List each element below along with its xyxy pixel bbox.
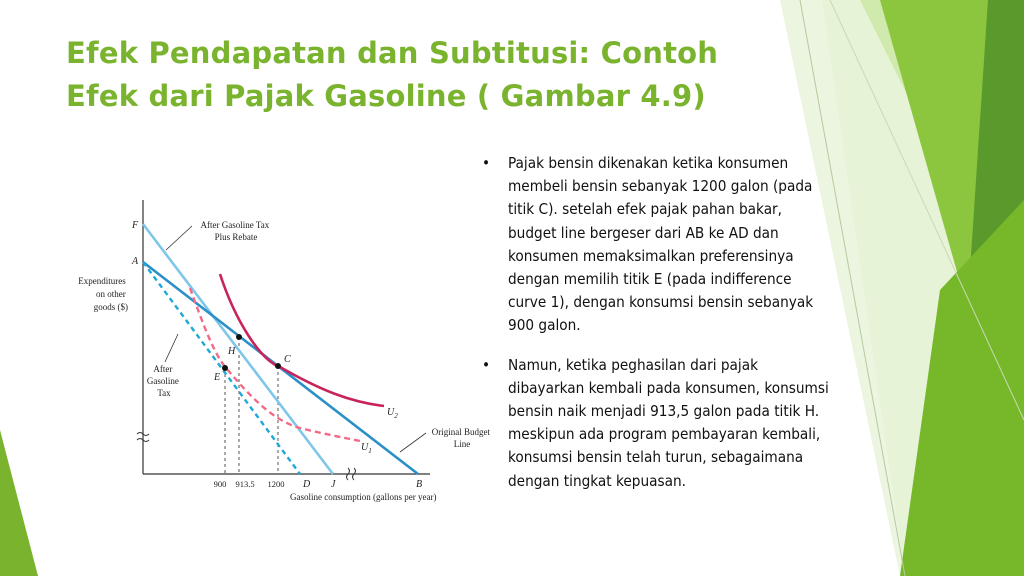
label-u1-sub: 1 [368, 447, 372, 455]
x-axis-label: Gasoline consumption (gallons per year) [290, 492, 437, 502]
title-line-1: Efek Pendapatan dan Subtitusi: Contoh [66, 36, 719, 70]
label-u1-main: U [361, 442, 369, 453]
left-green-stripe [0, 430, 38, 576]
annotation-tax-pointer [165, 334, 178, 362]
annotation-tax-line: Gasoline [146, 376, 179, 386]
point-c [275, 363, 281, 369]
label-j: J [331, 479, 336, 490]
label-c: C [284, 354, 291, 365]
title-line-2: Efek dari Pajak Gasoline ( Gambar 4.9) [66, 79, 706, 113]
label-d: D [303, 479, 311, 490]
label-h: H [228, 346, 236, 357]
tick-900: 900 [213, 479, 227, 489]
label-b: B [416, 479, 423, 490]
annotation-original [432, 427, 493, 449]
annotation-tax-line: Tax [157, 388, 171, 398]
annotation-rebate [201, 220, 272, 242]
label-u2 [387, 407, 398, 420]
annotation-original-line: Original Budget [431, 427, 490, 437]
label-u1 [361, 442, 372, 455]
bullet-item-1 [482, 152, 834, 338]
label-u2-main: U [387, 407, 395, 418]
bullet-text-1: Pajak bensin dikenakan ketika konsumen membeli bensin sebanyak 1200 galon (pada titik C). setelah efek pajak pahan bakar, budget line bergeser dari AB ke AD dan konsumen memaksimalkan preferensinya dengan memilih titik E (pada indifference curve 1), dengan konsumsi bensin sebanyak 900 galon. [508, 154, 814, 335]
slide-title [66, 32, 786, 118]
y-axis-label-line: Expenditures [78, 276, 126, 286]
point-e [222, 365, 228, 371]
bullet-symbol: • [482, 154, 491, 172]
annotation-rebate-pointer [166, 226, 192, 250]
annotation-rebate-line: Plus Rebate [214, 232, 258, 242]
annotation-original-pointer [400, 433, 426, 452]
annotation-rebate-line: After Gasoline Tax [200, 220, 270, 230]
y-axis-label [78, 276, 128, 312]
label-f: F [132, 220, 139, 231]
bullet-list [482, 152, 834, 509]
gasoline-tax-diagram [60, 190, 500, 520]
budget-line-rebate-FJ [143, 224, 333, 474]
bullet-text-2: Namun, ketika peghasilan dari pajak dibayarkan kembali pada konsumen, konsumsi bensin naik menjadi 913,5 galon pada titik H. meskipun ada program pembayaran kembali, konsumsi bensin telah turun, sebagaimana dengan tingkat kepuasan. [508, 355, 829, 490]
annotation-tax-line: After [153, 364, 173, 374]
tick-913-5: 913.5 [235, 479, 255, 489]
bullet-item-2 [482, 354, 834, 493]
point-h [236, 334, 242, 340]
tick-1200: 1200 [267, 479, 285, 489]
bullet-symbol: • [482, 355, 491, 374]
annotation-tax [147, 364, 181, 398]
y-axis-label-line: goods ($) [93, 302, 128, 312]
y-axis-label-line: on other [96, 289, 126, 299]
label-a: A [132, 256, 139, 267]
label-e: E [214, 372, 221, 383]
label-u2-sub: 2 [394, 412, 398, 420]
annotation-original-line: Line [453, 439, 471, 449]
